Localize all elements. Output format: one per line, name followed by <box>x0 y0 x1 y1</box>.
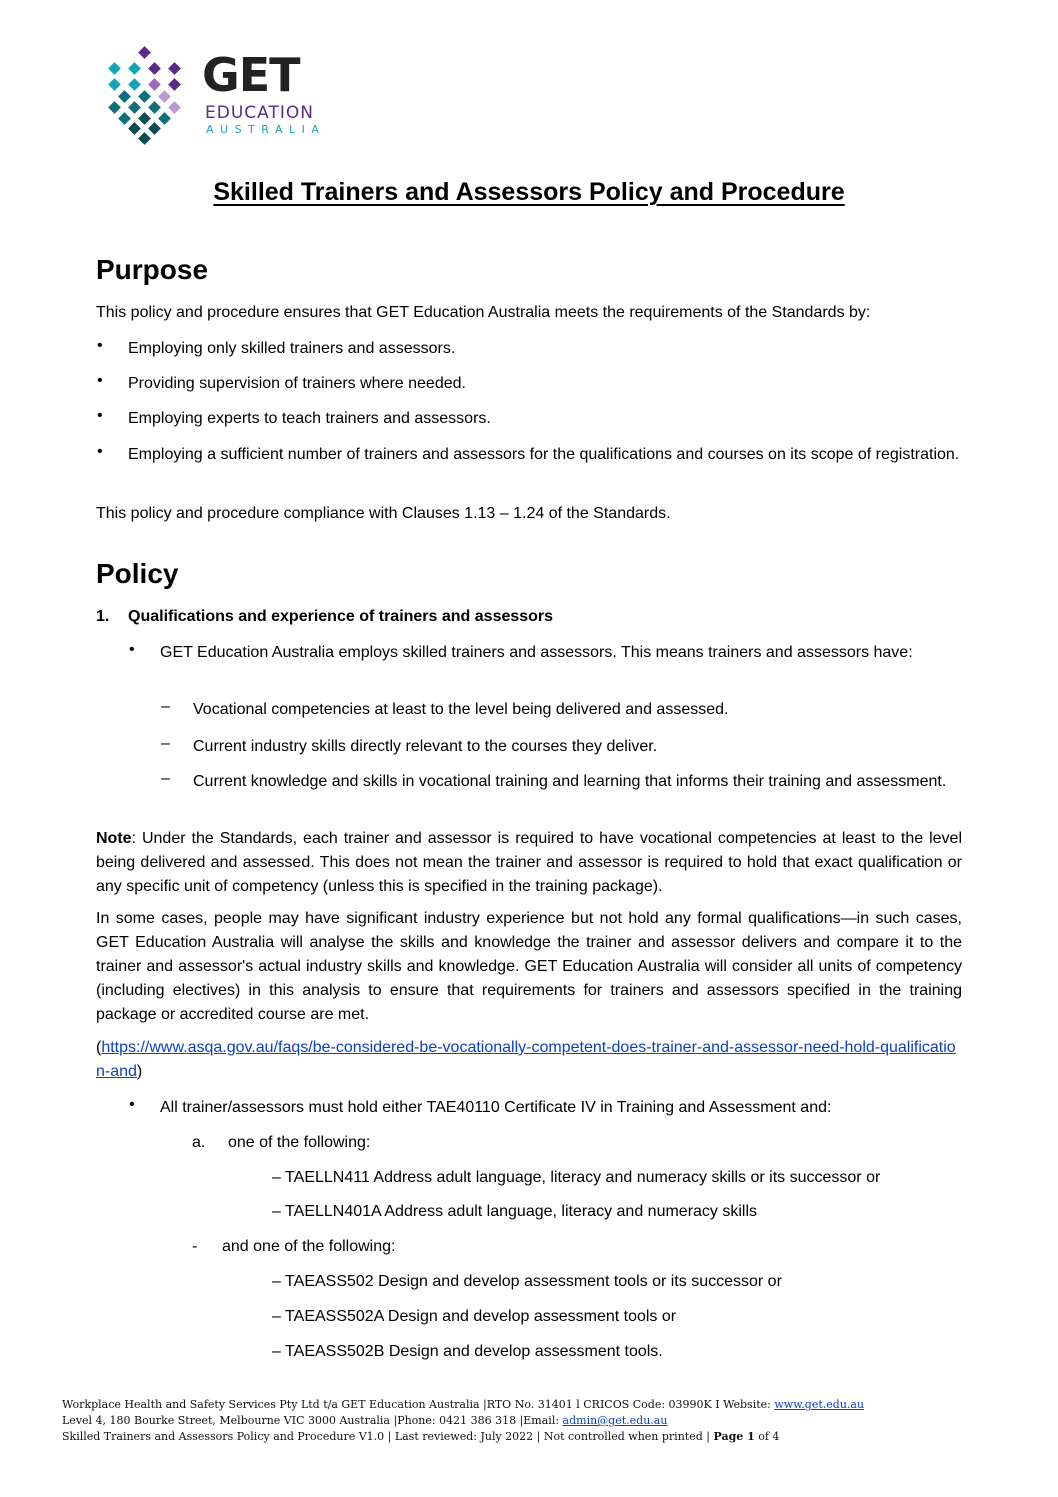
dash-icon: – <box>161 735 170 752</box>
document-title: Skilled Trainers and Assessors Policy and Procedure <box>213 178 845 206</box>
dash-item: Current industry skills directly relevant to the courses they deliver. <box>193 738 658 755</box>
logo-brand-text: GET <box>202 48 300 102</box>
dash-item: Vocational competencies at least to the level being delivered and assessed. <box>193 701 729 718</box>
unit-item: – TAEASS502 Design and develop assessment tools or its successor or <box>272 1273 782 1290</box>
qualification-bullet: GET Education Australia employs skilled trainers and assessors. This means trainers and assessors have: <box>160 644 913 661</box>
logo-australia-text: AUSTRALIA <box>206 123 326 136</box>
unit-item: – TAEASS502B Design and develop assessment tools. <box>272 1343 663 1360</box>
sub-list-marker-dash: - <box>192 1238 198 1255</box>
tae-requirement-bullet: All trainer/assessors must hold either TAE40110 Certificate IV in Training and Assessment and: <box>160 1099 832 1116</box>
page-number: Page 1 <box>713 1430 755 1443</box>
email-link[interactable]: admin@get.edu.au <box>562 1414 668 1427</box>
footer-line-2: Level 4, 180 Bourke Street, Melbourne VIC 3000 Australia |Phone: 0421 386 318 |Email: admin@get.edu.au <box>62 1414 668 1427</box>
bullet-icon: • <box>97 443 103 460</box>
sub-list-b-text: and one of the following: <box>222 1238 396 1255</box>
dash-icon: – <box>161 698 170 715</box>
bullet-icon: • <box>97 407 103 424</box>
note-paragraph <box>96 827 962 899</box>
dash-item: Current knowledge and skills in vocational training and learning that informs their training and assessment. <box>193 773 947 790</box>
purpose-bullet: Providing supervision of trainers where needed. <box>128 375 466 392</box>
purpose-bullet: Employing experts to teach trainers and assessors. <box>128 410 491 427</box>
purpose-compliance: This policy and procedure compliance with Clauses 1.13 – 1.24 of the Standards. <box>96 505 671 522</box>
asqa-link-paragraph: (https://www.asqa.gov.au/faqs/be-considered-be-vocationally-competent-does-trainer-and-assessor-need-hold-qualification-and) <box>96 1039 956 1080</box>
note-label: Note <box>96 830 132 847</box>
sub-list-marker-a: a. <box>192 1134 206 1151</box>
industry-experience-paragraph: In some cases, people may have significant industry experience but not hold any formal qualifications—in such cases, GET Education Australia will analyse the skills and knowledge the trainer and assessor delivers and compare it to the trainer and assessor's actual industry skills and knowledge. GET Education Australia will consider all units of competency (including electives) in this analysis to ensure that requirements for trainers and assessors specified in the training package or accredited course are met. <box>96 910 962 1023</box>
sub-list-a-text: one of the following: <box>228 1134 371 1151</box>
bullet-icon: • <box>97 337 103 354</box>
dash-icon: – <box>161 770 170 787</box>
purpose-heading: Purpose <box>96 254 209 285</box>
bullet-icon: • <box>129 641 135 658</box>
purpose-intro: This policy and procedure ensures that GET Education Australia meets the requirements of the Standards by: <box>96 304 871 321</box>
bullet-icon: • <box>129 1096 135 1113</box>
purpose-bullet: Employing a sufficient number of trainers and assessors for the qualifications and courses on its scope of registration. <box>128 446 960 463</box>
footer-line-3: Skilled Trainers and Assessors Policy and Procedure V1.0 | Last reviewed: July 2022 | Not controlled when printed | Page 1 of 4 <box>62 1430 780 1443</box>
section-number: 1. <box>96 608 110 625</box>
purpose-bullet: Employing only skilled trainers and assessors. <box>128 340 456 357</box>
unit-item: – TAELLN401A Address adult language, literacy and numeracy skills <box>272 1203 758 1220</box>
policy-heading: Policy <box>96 558 179 589</box>
page-total: of 4 <box>754 1430 780 1443</box>
unit-item: – TAEASS502A Design and develop assessment tools or <box>272 1308 677 1325</box>
logo-education-text: EDUCATION <box>205 103 314 123</box>
bullet-icon: • <box>97 372 103 389</box>
unit-item: – TAELLN411 Address adult language, literacy and numeracy skills or its successor or <box>272 1169 881 1186</box>
footer-line-1: Workplace Health and Safety Services Pty Ltd t/a GET Education Australia |RTO No. 31401 l CRICOS Code: 03990K I Website: www.get.edu.au <box>62 1398 865 1411</box>
website-link[interactable]: www.get.edu.au <box>774 1398 865 1411</box>
note-text: : Under the Standards, each trainer and assessor is required to have vocational competencies at least to the level being delivered and assessed. This does not mean the trainer and assessor is required to hold that exact qualification or any specific unit of competency (unless this is specified in the training package). <box>96 830 962 895</box>
page-footer <box>62 1397 864 1445</box>
asqa-faq-link[interactable]: https://www.asqa.gov.au/faqs/be-considered-be-vocationally-competent-does-trainer-and-assessor-need-hold-qualification-and <box>96 1039 956 1080</box>
section-title: Qualifications and experience of trainers and assessors <box>128 608 554 625</box>
get-education-logo <box>100 42 340 142</box>
